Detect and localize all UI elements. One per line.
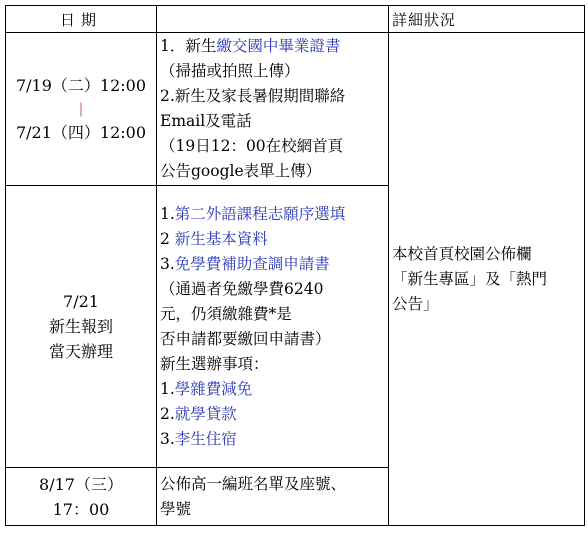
content-line: （19日12：00在校網首頁 — [160, 137, 344, 155]
header-row — [6, 6, 585, 33]
content-line: 公佈高一編班名單及座號、 — [160, 474, 347, 493]
student-loan-link[interactable]: 就學貸款 — [174, 404, 237, 423]
content-line: （掃描或拍照上傳） — [160, 62, 300, 80]
item-number: 1．新生 — [160, 37, 217, 55]
content-line — [160, 227, 388, 252]
item-number: 2. — [160, 404, 175, 423]
content-line — [160, 202, 388, 227]
details-line: 本校首頁校園公佈欄 — [392, 244, 532, 263]
date-line: 當天辦理 — [48, 342, 113, 361]
content-line — [160, 34, 388, 59]
details-header: 詳細狀況 — [389, 6, 585, 33]
content-cell — [157, 186, 389, 468]
item-number: 1. — [160, 204, 175, 223]
content-line — [160, 427, 388, 452]
details-line: 「新生專區」及「熱門 — [392, 269, 548, 288]
date-line: 17：00 — [52, 499, 110, 519]
student-info-link[interactable]: 新生基本資料 — [174, 229, 268, 248]
date-line: 8/17（三） — [39, 474, 123, 494]
content-header — [157, 6, 389, 33]
certificate-link[interactable]: 繳交國中畢業證書 — [216, 37, 341, 55]
content-cell — [157, 33, 389, 186]
date-cell — [6, 468, 157, 526]
range-connector: | — [78, 101, 84, 117]
date-line: 7/19（二）12:00 — [15, 76, 147, 95]
content-line: 公告google表單上傳） — [160, 162, 322, 180]
schedule-table — [5, 5, 585, 526]
date-header: 日期 — [6, 6, 157, 33]
content-line: 2.新生及家長暑假期間聯絡 — [160, 87, 346, 105]
content-line: Email及電話 — [160, 112, 252, 130]
content-cell — [157, 468, 389, 526]
row-certificate — [6, 33, 585, 186]
date-cell — [6, 33, 157, 186]
details-line: 公告」 — [392, 294, 439, 313]
item-number: 3. — [160, 429, 175, 448]
date-line: 新生報到 — [48, 317, 113, 336]
details-cell — [389, 33, 585, 526]
fee-reduction-link[interactable]: 學雜費減免 — [174, 379, 253, 398]
item-number: 2 — [160, 229, 175, 248]
language-course-link[interactable]: 第二外語課程志願序選填 — [174, 204, 346, 223]
content-line: 否申請都要繳回申請書） — [160, 329, 331, 348]
tuition-subsidy-link[interactable]: 免學費補助查調申請書 — [174, 254, 330, 273]
dormitory-link[interactable]: 李生住宿 — [174, 429, 237, 448]
content-line: 元，仍須繳雜費*是 — [160, 304, 292, 323]
content-line — [160, 402, 388, 427]
item-number: 3. — [160, 254, 175, 273]
date-cell — [6, 186, 157, 468]
content-line — [160, 377, 388, 402]
date-line: 7/21 — [63, 292, 99, 311]
item-number: 1. — [160, 379, 175, 398]
date-line: 7/21（四）12:00 — [15, 123, 147, 142]
content-line: （通過者免繳學費6240 — [160, 279, 324, 298]
content-line — [160, 252, 388, 277]
content-line: 學號 — [160, 499, 192, 518]
content-line: 新生選辦事項： — [160, 354, 269, 373]
